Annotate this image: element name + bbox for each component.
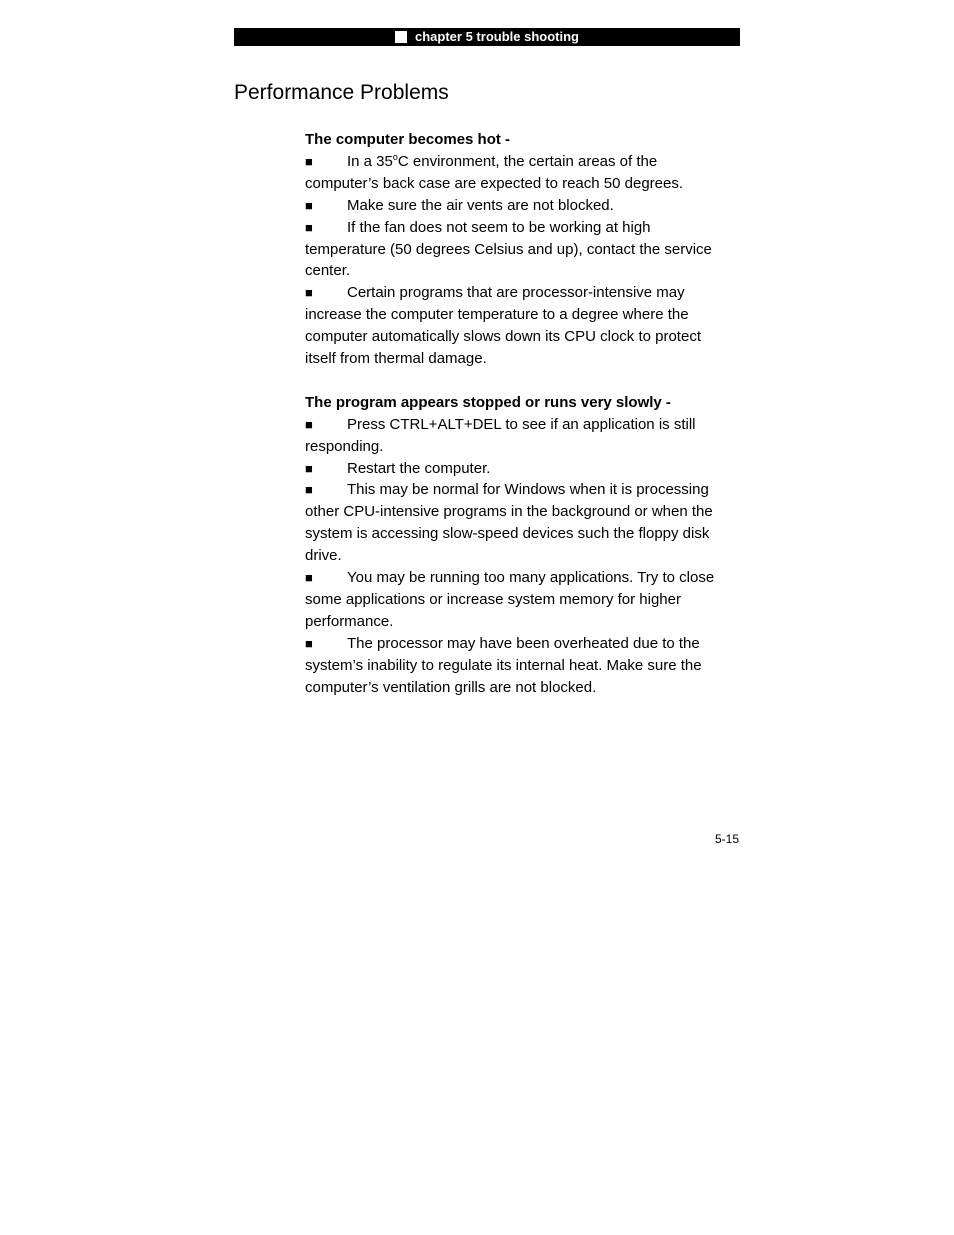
list-item <box>305 414 730 458</box>
list-item-text: Certain programs that are processor-intensive may increase the computer temperature to a degree where the computer automatically slows down its CPU clock to protect itself from thermal damage. <box>305 284 701 368</box>
list-item-text: Restart the computer. <box>347 459 491 477</box>
list-item-text: In a 35 <box>347 152 393 170</box>
main-content <box>305 129 730 699</box>
bullet-list-slow <box>305 414 730 699</box>
chapter-header-bar <box>234 28 740 46</box>
square-bullet-icon: ■ <box>305 197 313 213</box>
page-title: Performance Problems <box>234 81 449 104</box>
section-heading-hot: The computer becomes hot - <box>305 131 511 148</box>
page-number: 5-15 <box>714 832 739 846</box>
list-item-text: C environment, the certain areas of the computer’s back case are expected to reach 50 degrees. <box>305 152 684 192</box>
list-item <box>305 567 730 633</box>
square-bullet-icon: ■ <box>305 482 313 498</box>
square-bullet-icon: ■ <box>305 635 313 651</box>
list-item-text: You may be running too many applications. Try to close some applications or increase system memory for higher performance. <box>305 569 715 630</box>
square-bullet-icon: ■ <box>305 416 313 432</box>
list-item <box>305 195 730 217</box>
list-item <box>305 217 730 283</box>
degree-superscript: o <box>392 151 398 162</box>
list-item <box>305 633 730 699</box>
list-item-text: Press CTRL+ALT+DEL to see if an application is still responding. <box>305 415 696 455</box>
square-bullet-icon: ■ <box>305 460 313 476</box>
list-item <box>305 458 730 480</box>
list-item <box>305 282 730 370</box>
list-item-text: This may be normal for Windows when it is processing other CPU-intensive programs in the background or when the system is accessing slow-speed devices such the floppy disk drive. <box>305 481 713 565</box>
list-item-text: If the fan does not seem to be working at high temperature (50 degrees Celsius and up), contact the service center. <box>305 218 712 280</box>
square-icon <box>395 31 407 43</box>
bullet-list-hot <box>305 151 730 370</box>
square-bullet-icon: ■ <box>305 570 313 586</box>
list-item-text: Make sure the air vents are not blocked. <box>347 196 614 214</box>
chapter-title: chapter 5 trouble shooting <box>415 29 579 44</box>
square-bullet-icon: ■ <box>305 285 313 301</box>
square-bullet-icon: ■ <box>305 153 313 169</box>
list-item <box>305 479 730 567</box>
section-spacer <box>305 370 730 392</box>
square-bullet-icon: ■ <box>305 219 313 235</box>
list-item-text: The processor may have been overheated due to the system’s inability to regulate its internal heat. Make sure the computer’s ventilation grills are not blocked. <box>305 634 702 696</box>
section-heading-slow: The program appears stopped or runs very slowly - <box>305 393 671 411</box>
list-item <box>305 151 730 195</box>
